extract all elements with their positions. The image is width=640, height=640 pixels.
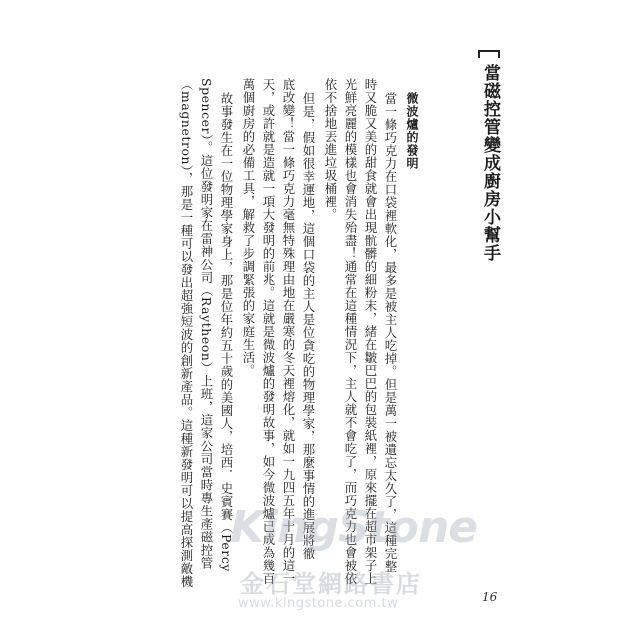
- watermark-brand: KingStone: [230, 502, 478, 553]
- page-number: 16: [482, 590, 498, 604]
- body-line: 時又脆又美的甜食就會出現骯髒的細粉末，緒在皺巴巴的包裝紙裡，原來擺在超市架子上: [363, 78, 378, 585]
- body-line: 依不捨地丟進垃圾桶裡。: [323, 78, 338, 221]
- chapter-title: 當磁控管變成廚房小幫手: [480, 64, 500, 262]
- section-heading: 微波爐的發明: [405, 92, 419, 170]
- watermark-url: www.kingstone.com.tw: [238, 596, 399, 611]
- body-line: （magnetron），那是一種可以發出超強短波的創新產品。這種新發明可以提高探測敵機: [179, 78, 194, 588]
- body-line: 萬個廚房的必備工具，解救了步調緊張的家庭生活。: [241, 78, 256, 377]
- body-line: 底改變！當一條巧克力毫無特殊理由地在嚴寒的冬天裡熔化，就如一九四五年十月的這一: [281, 78, 296, 585]
- body-line: 當一條巧克力在口袋裡軟化，最多是被主人吃掉。但是萬一被遺忘太久了，這種完整: [383, 92, 398, 573]
- watermark-chinese: 金石堂網路書店: [240, 569, 422, 598]
- title-bracket-mark: [478, 50, 500, 58]
- body-line: 但是，假如很幸運地，這個口袋的主人是位貪吃的物理學家，那麼事情的進展將徹: [301, 92, 316, 560]
- body-line: 天，或許就是造就一項大發明的前兆。這就是微波爐的發明故事，如今微波爐已成為幾百: [261, 78, 276, 585]
- body-line: Spencer）。這位發明家在雷神公司（Raytheon）上班，這家公司當時專生產磁控管: [199, 78, 214, 570]
- watermark: [230, 502, 490, 612]
- body-line: 光鮮亮麗的模樣也會消失殆盡！通常在這種情況下，主人就不會吃了，而巧克力也會被依: [343, 78, 358, 585]
- body-line: 故事發生在一位物理學家身上，那是位年約五十歲的美國人，培西．史賓賽（Percy: [219, 92, 234, 572]
